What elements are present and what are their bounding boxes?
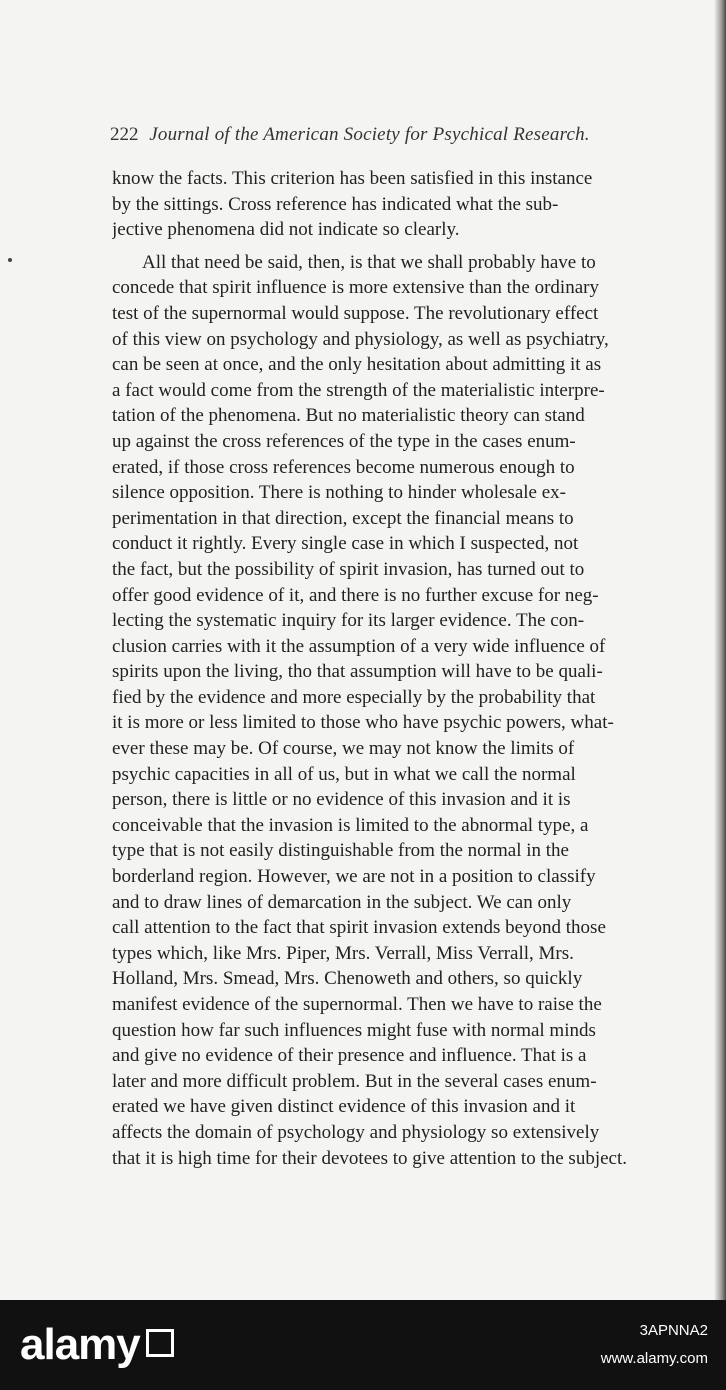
text-line: perimentation in that direction, except the financial means to [112, 507, 574, 529]
text-line: person, there is little or no evidence of this invasion and it is [112, 789, 571, 811]
text-line: test of the supernormal would suppose. The revolutionary effect [112, 302, 599, 324]
paragraph-1 [112, 166, 720, 243]
text-line: type that is not easily distinguishable from the normal in the [112, 840, 569, 862]
text-line: borderland region. However, we are not in a position to classify [112, 866, 596, 888]
text-line: a fact would come from the strength of the materialistic interpre- [112, 379, 605, 401]
text-line: tation of the phenomena. But no materialistic theory can stand [112, 405, 585, 427]
text-line: and to draw lines of demarcation in the subject. We can only [112, 891, 572, 913]
text-line: know the facts. This criterion has been satisfied in this instance [112, 168, 593, 189]
text-line: up against the cross references of the type in the cases enum- [112, 430, 576, 452]
text-line: the fact, but the possibility of spirit invasion, has turned out to [112, 558, 585, 580]
text-line: Holland, Mrs. Smead, Mrs. Chenoweth and others, so quickly [112, 968, 583, 990]
text-line: offer good evidence of it, and there is no further excuse for neg- [112, 584, 599, 606]
margin-dot [8, 258, 12, 262]
text-line: that it is high time for their devotees to give attention to the subject. [112, 1147, 627, 1169]
text-line: can be seen at once, and the only hesitation about admitting it as [112, 354, 602, 376]
running-header [110, 124, 590, 146]
text-line: All that need be said, then, is that we shall probably have to [142, 251, 596, 273]
body-text [112, 166, 720, 1171]
text-line: ever these may be. Of course, we may not know the limits of [112, 738, 575, 760]
text-line: question how far such influences might fuse with normal minds [112, 1019, 596, 1041]
journal-title: Journal of the American Society for Psychical Research. [149, 124, 590, 145]
logo-square-icon [146, 1329, 174, 1357]
text-line: lecting the systematic inquiry for its larger evidence. The con- [112, 610, 585, 632]
page-number: 222 [110, 124, 139, 145]
text-line: conduct it rightly. Every single case in which I suspected, not [112, 533, 579, 555]
image-id: 3APNNA2 [639, 1322, 708, 1339]
text-line: erated, if those cross references become numerous enough to [112, 456, 575, 478]
text-line: erated we have given distinct evidence of this invasion and it [112, 1096, 576, 1118]
text-line: manifest evidence of the supernormal. Then we have to raise the [112, 994, 602, 1015]
text-line: and give no evidence of their presence and influence. That is a [112, 1045, 587, 1067]
site-url: www.alamy.com [600, 1350, 708, 1367]
text-line: conceivable that the invasion is limited to the abnormal type, a [112, 814, 589, 836]
text-line: silence opposition. There is nothing to hinder wholesale ex- [112, 482, 566, 504]
text-line: psychic capacities in all of us, but in what we call the normal [112, 763, 576, 785]
text-line: concede that spirit influence is more extensive than the ordinary [112, 277, 599, 299]
text-line: later and more difficult problem. But in the several cases enum- [112, 1070, 597, 1092]
text-line: of this view on psychology and physiology, as well as psychiatry, [112, 328, 609, 350]
text-line: fied by the evidence and more especially by the probability that [112, 686, 596, 708]
text-line: affects the domain of psychology and physiology so extensively [112, 1121, 600, 1143]
text-line: types which, like Mrs. Piper, Mrs. Verrall, Miss Verrall, Mrs. [112, 942, 574, 964]
text-line: spirits upon the living, tho that assumption will have to be quali- [112, 661, 603, 683]
text-line: by the sittings. Cross reference has indicated what the sub- [112, 193, 559, 215]
text-line: clusion carries with it the assumption of a very wide influence of [112, 635, 606, 657]
text-line: jective phenomena did not indicate so clearly. [112, 219, 460, 241]
brand-name: alamy [20, 1320, 140, 1369]
text-line: call attention to the fact that spirit invasion extends beyond those [112, 917, 606, 939]
text-line: it is more or less limited to those who have psychic powers, what- [112, 712, 614, 734]
brand-logo [20, 1320, 174, 1370]
paragraph-2 [112, 250, 720, 1171]
